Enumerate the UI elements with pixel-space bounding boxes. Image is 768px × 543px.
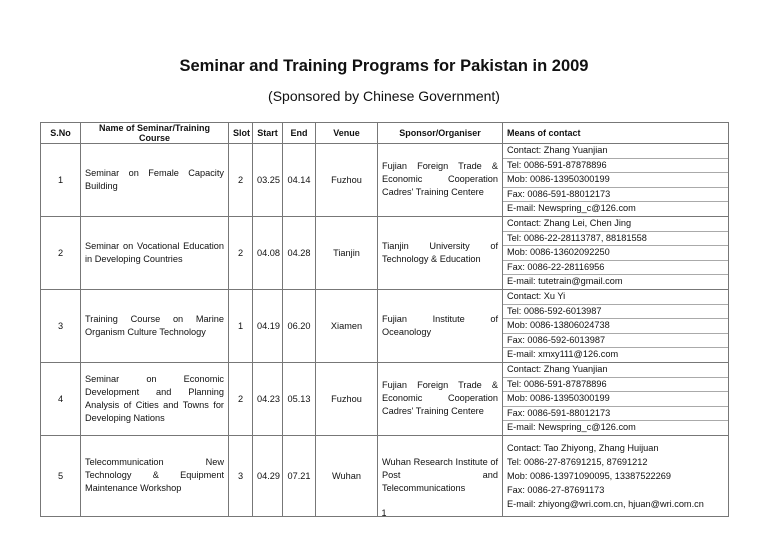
contact-line: Mob: 0086-13950300199 bbox=[503, 392, 728, 407]
cell-slot: 3 bbox=[229, 435, 253, 516]
contact-line: E-mail: tutetrain@gmail.com bbox=[507, 276, 623, 287]
header-slot: Slot bbox=[229, 123, 253, 144]
contact-line: Contact: Tao Zhiyong, Zhang Huijuan bbox=[507, 442, 659, 453]
contact-line: Fax: 0086-592-6013987 bbox=[503, 334, 728, 349]
cell-start: 04.29 bbox=[253, 435, 283, 516]
cell-end: 04.28 bbox=[283, 216, 316, 289]
table-row bbox=[41, 216, 729, 289]
cell-slot: 2 bbox=[229, 144, 253, 217]
cell-venue: Tianjin bbox=[316, 216, 378, 289]
contact-line: Tel: 0086-27-87691215, 87691212 bbox=[507, 456, 648, 467]
cell-name: Training Course on Marine Organism Culture Technology bbox=[81, 289, 229, 362]
cell-sponsor: Tianjin University of Technology & Education bbox=[378, 216, 503, 289]
header-sno: S.No bbox=[41, 123, 81, 144]
cell-slot: 2 bbox=[229, 216, 253, 289]
table-header-row bbox=[41, 123, 729, 144]
cell-sponsor: Fujian Institute of Oceanology bbox=[378, 289, 503, 362]
table-row bbox=[41, 289, 729, 362]
contact-line: Mob: 0086-13602092250 bbox=[503, 246, 728, 261]
cell-name: Seminar on Vocational Education in Developing Countries bbox=[81, 216, 229, 289]
header-start: Start bbox=[253, 123, 283, 144]
contact-line: E-mail: xmxy111@126.com bbox=[507, 349, 619, 360]
contact-line: Tel: 0086-22-28113787, 88181558 bbox=[503, 232, 728, 247]
header-name: Name of Seminar/Training Course bbox=[81, 123, 229, 144]
contact-line: E-mail: Newspring_c@126.com bbox=[507, 203, 636, 214]
page-number: 1 bbox=[381, 508, 387, 518]
cell-sno: 3 bbox=[41, 289, 81, 362]
contact-line: Contact: Zhang Yuanjian bbox=[503, 363, 728, 378]
cell-start: 03.25 bbox=[253, 144, 283, 217]
cell-contact bbox=[503, 216, 729, 289]
table-row bbox=[41, 144, 729, 217]
cell-venue: Fuzhou bbox=[316, 362, 378, 435]
cell-sno: 1 bbox=[41, 144, 81, 217]
header-end: End bbox=[283, 123, 316, 144]
cell-contact bbox=[503, 144, 729, 217]
cell-end: 05.13 bbox=[283, 362, 316, 435]
cell-sno: 4 bbox=[41, 362, 81, 435]
header-sponsor: Sponsor/Organiser bbox=[378, 123, 503, 144]
cell-sno: 5 bbox=[41, 435, 81, 516]
contact-line: Contact: Xu Yi bbox=[503, 290, 728, 305]
cell-venue: Fuzhou bbox=[316, 144, 378, 217]
cell-slot: 1 bbox=[229, 289, 253, 362]
cell-end: 06.20 bbox=[283, 289, 316, 362]
cell-sponsor: Wuhan Research Institute of Post and Telecommunications bbox=[378, 435, 503, 516]
cell-start: 04.08 bbox=[253, 216, 283, 289]
contact-line: Fax: 0086-591-88012173 bbox=[503, 188, 728, 203]
contact-line: Fax: 0086-27-87691173 bbox=[507, 484, 605, 495]
contact-line: Mob: 0086-13971090095, 13387522269 bbox=[507, 470, 671, 481]
cell-name: Seminar on Female Capacity Building bbox=[81, 144, 229, 217]
cell-venue: Xiamen bbox=[316, 289, 378, 362]
contact-line: Fax: 0086-591-88012173 bbox=[503, 407, 728, 422]
contact-line: Tel: 0086-591-87878896 bbox=[503, 378, 728, 393]
document-subtitle: (Sponsored by Chinese Government) bbox=[268, 88, 500, 104]
contact-line: Mob: 0086-13806024738 bbox=[503, 319, 728, 334]
cell-start: 04.19 bbox=[253, 289, 283, 362]
cell-start: 04.23 bbox=[253, 362, 283, 435]
cell-end: 07.21 bbox=[283, 435, 316, 516]
table-row bbox=[41, 362, 729, 435]
cell-sno: 2 bbox=[41, 216, 81, 289]
cell-venue: Wuhan bbox=[316, 435, 378, 516]
header-venue: Venue bbox=[316, 123, 378, 144]
cell-name: Telecommunication New Technology & Equipment Maintenance Workshop bbox=[81, 435, 229, 516]
cell-contact bbox=[503, 289, 729, 362]
document-title: Seminar and Training Programs for Pakistan in 2009 bbox=[179, 57, 589, 75]
cell-end: 04.14 bbox=[283, 144, 316, 217]
contact-line: Tel: 0086-591-87878896 bbox=[503, 159, 728, 174]
header-contact: Means of contact bbox=[503, 123, 729, 144]
cell-contact bbox=[503, 435, 729, 516]
cell-contact bbox=[503, 362, 729, 435]
contact-line: Contact: Zhang Lei, Chen Jing bbox=[503, 217, 728, 232]
cell-sponsor: Fujian Foreign Trade & Economic Cooperation Cadres' Training Centere bbox=[378, 144, 503, 217]
contact-line: Tel: 0086-592-6013987 bbox=[503, 305, 728, 320]
cell-name: Seminar on Economic Development and Planning Analysis of Cities and Towns for Developing Nations bbox=[81, 362, 229, 435]
cell-sponsor: Fujian Foreign Trade & Economic Cooperation Cadres' Training Centere bbox=[378, 362, 503, 435]
cell-slot: 2 bbox=[229, 362, 253, 435]
contact-line: Fax: 0086-22-28116956 bbox=[503, 261, 728, 276]
contact-line: E-mail: Newspring_c@126.com bbox=[507, 422, 636, 433]
contact-line: Mob: 0086-13950300199 bbox=[503, 173, 728, 188]
table-row bbox=[41, 435, 729, 516]
programs-table bbox=[40, 122, 729, 517]
contact-line: E-mail: zhiyong@wri.com.cn, hjuan@wri.com.cn bbox=[507, 498, 704, 509]
contact-line: Contact: Zhang Yuanjian bbox=[503, 144, 728, 159]
